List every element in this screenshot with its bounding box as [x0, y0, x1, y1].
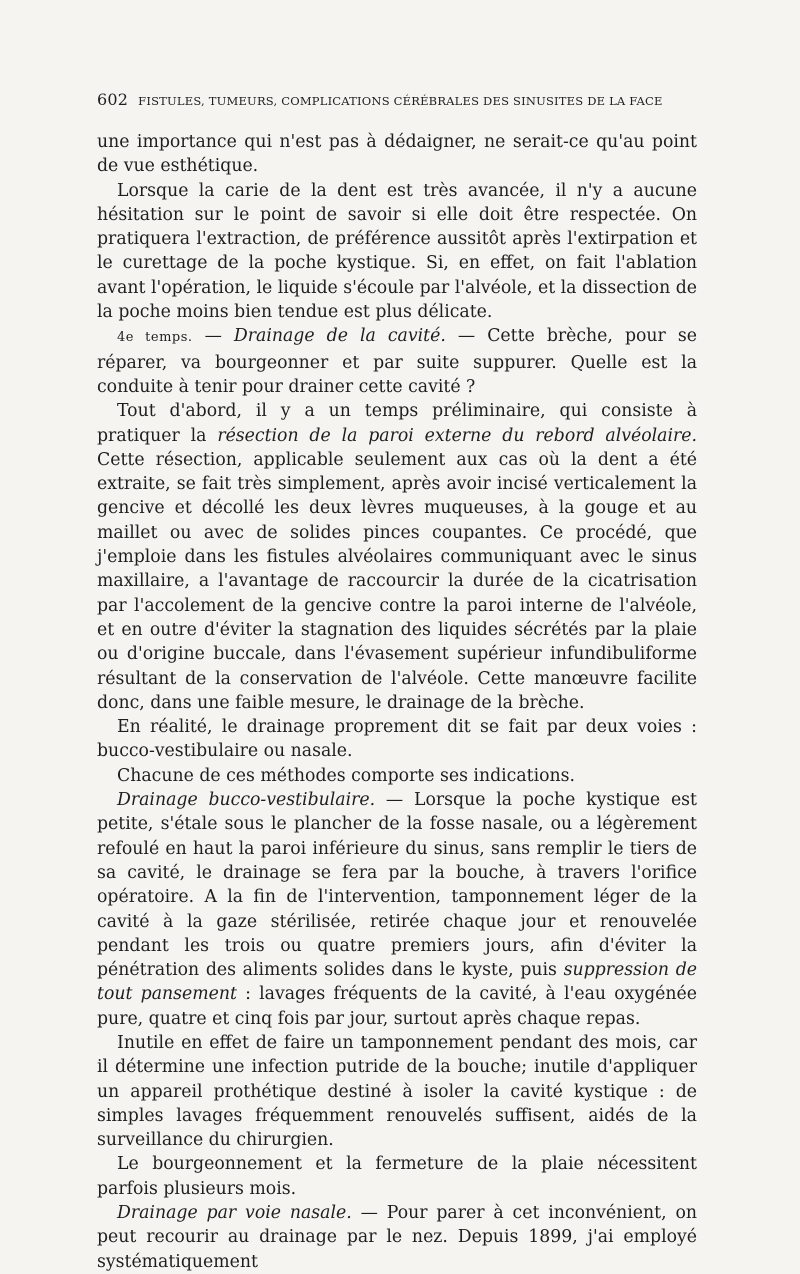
paragraph-text: — Cette brèche, pour se réparer, va bourgeonner et par suite suppurer. Quelle est la conduite à tenir pour drainer cette cavité ? — [97, 326, 697, 397]
paragraph-text: Cette résection, applicable seulement aux cas où la dent a été extraite, se fait très simplement, après avoir incisé verticalement la gencive et décollé les deux lèvres muqueuses, à la gouge et au maillet ou avec de solides pinces coupantes. Ce procédé, que j'emploie dans les fistules alvéolaires communiquant avec le sinus maxillaire, a l'avantage de raccourcir la durée de la cicatrisation par l'accolement de la gencive contre la paroi interne de l'alvéole, et en outre d'éviter la stagnation des liquides sécrétés par la plaie ou d'origine buccale, dans l'évasement supérieur infundibuliforme résultant de la conservation de l'alvéole. Cette manœuvre facilite donc, dans une faible mesure, le drainage de la brèche. — [97, 449, 697, 713]
body-text — [97, 130, 697, 1274]
paragraph — [97, 788, 697, 1031]
page-number: 602 — [97, 90, 129, 109]
section-title: Drainage de la cavité. — [233, 326, 446, 347]
running-header — [97, 90, 707, 109]
section-title: Drainage par voie nasale. — [117, 1203, 352, 1224]
paragraph: Chacune de ces méthodes comporte ses indications. — [117, 765, 576, 786]
running-title: FISTULES, TUMEURS, COMPLICATIONS CÉRÉBRALES DES SINUSITES DE LA FACE — [138, 94, 663, 108]
dash: — — [192, 326, 234, 347]
italic-term: suppression de tout pansement — [97, 960, 697, 1005]
paragraph: une importance qui n'est pas à dédaigner, ne serait-ce qu'au point de vue esthétique. — [97, 132, 697, 177]
paragraph: En réalité, le drainage proprement dit se fait par deux voies : bucco-vestibulaire ou nasale. — [97, 717, 697, 762]
paragraph: Inutile en effet de faire un tamponnement pendant des mois, car il détermine une infection putride de la bouche; inutile d'appliquer un appareil prothétique destiné à isoler la cavité kystique : de simples lavages fréquemment renouvelés suffisent, aidés de la surveillance du chirurgien. — [97, 1032, 697, 1151]
paragraph: Le bourgeonnement et la fermeture de la plaie nécessitent parfois plusieurs mois. — [97, 1154, 697, 1199]
paragraph-text: : lavages fréquents de la cavité, à l'eau oxygénée pure, quatre et cinq fois par jour, surtout après chaque repas. — [97, 984, 697, 1029]
italic-term: résection de la paroi externe du rebord alvéolaire. — [217, 425, 697, 446]
section-label: 4e temps. — [117, 330, 193, 346]
section-title: Drainage bucco-vestibulaire. — [117, 790, 376, 811]
paragraph-text: Tout d'abord, il y a un temps préliminaire, qui consiste à pratiquer la — [97, 401, 697, 446]
paragraph-text: — Lorsque la poche kystique est petite, s'étale sous le plancher de la fosse nasale, ou a légèrement refoulé en haut la paroi inférieure du sinus, sans remplir le tiers de sa cavité, le drainage se fera par la bouche, à travers l'orifice opératoire. A la fin de l'intervention, tamponnement léger de la cavité à la gaze stérilisée, retirée chaque jour et renouvelée pendant les trois ou quatre premiers jours, afin d'éviter la pénétration des aliments solides dans le kyste, puis — [97, 790, 697, 981]
paragraph: Lorsque la carie de la dent est très avancée, il n'y a aucune hésitation sur le point de savoir si elle doit être respectée. On pratiquera l'extraction, de préférence aussitôt après l'extirpation et le curettage de la poche kystique. Si, en effet, on fait l'ablation avant l'opération, le liquide s'écoule par l'alvéole, et la dissection de la poche moins bien tendue est plus délicate. — [97, 180, 697, 323]
paragraph — [97, 399, 697, 715]
paragraph-text: — Pour parer à cet inconvénient, on peut recourir au drainage par le nez. Depuis 1899, j'ai employé systématiquement — [97, 1203, 697, 1272]
paragraph — [97, 1201, 697, 1274]
paragraph — [97, 324, 697, 399]
